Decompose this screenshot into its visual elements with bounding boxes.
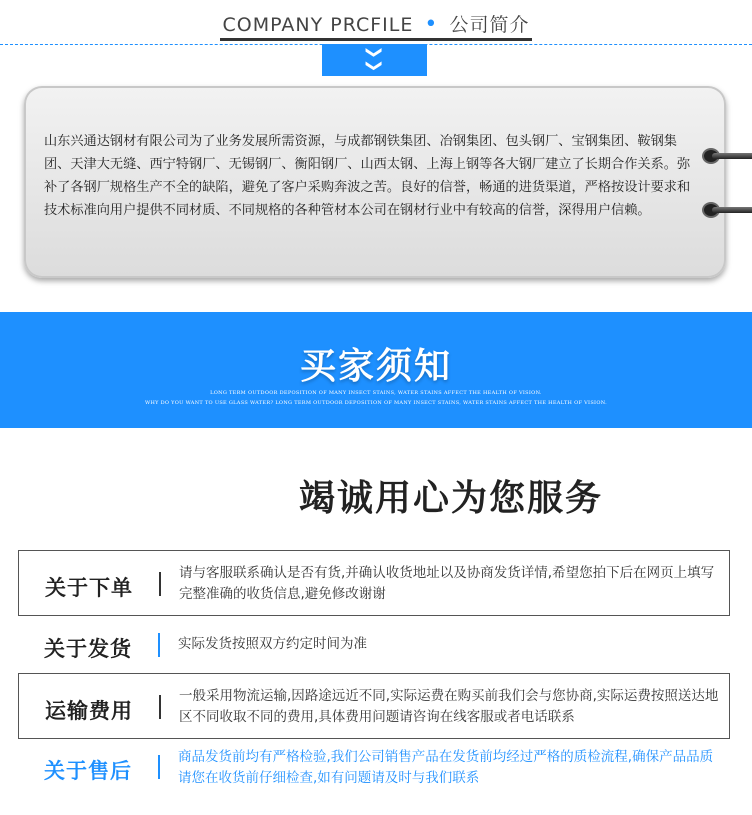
buyer-notice-banner [0, 312, 752, 428]
notice-text: 一般采用物流运输,因路途远近不同,实际运费在购买前我们会与您协商,实际运费按照送达地区不同收取不同的费用,具体费用问题请咨询在线客服或者电话联系 [179, 688, 719, 725]
banner-title: 买家须知 [299, 346, 452, 387]
notice-row-shipping [18, 625, 730, 665]
notice-row-order [18, 550, 730, 616]
notice-separator [158, 633, 160, 657]
section-title [0, 10, 752, 37]
title-underline [220, 38, 532, 41]
company-profile-text: 山东兴通达钢材有限公司为了业务发展所需资源，与成都钢铁集团、冶钢集团、包头钢厂、宝钢集团、鞍钢集团、天津大无缝、西宁特钢厂、无锡钢厂、衡阳钢厂、山西太钢、上海上钢等各大钢厂建立了长期合作关系。弥补了各钢厂规格生产不全的缺陷，避免了客户采购奔波之苦。良好的信誉，畅通的进货渠道，严格按设计要求和技术标准向用户提供不同材质、不同规格的各种管材本公司在钢材行业中有较高的信誉，深得用户信赖。 [44, 134, 691, 218]
notice-row-aftersales [18, 745, 730, 793]
chevron-down-icon: ❯❯ [322, 44, 427, 76]
notice-label: 关于售后 [44, 759, 132, 783]
notice-separator [159, 695, 161, 719]
service-heading: 竭诚用心为您服务 [298, 478, 603, 519]
banner-subtitle-1: LONG TERM OUTDOOR DEPOSITION OF MANY INSECT STAINS, WATER STAINS AFFECT THE HEALTH OF VISION. [210, 390, 542, 396]
notice-text: 商品发货前均有严格检验,我们公司销售产品在发货前均经过严格的质检流程,确保产品品质请您在收货前仔细检查,如有问题请及时与我们联系 [178, 749, 714, 786]
notice-separator [159, 572, 161, 596]
title-dot: • [424, 12, 439, 37]
binder-clip-icon [702, 202, 752, 218]
title-english: COMPANY PRCFILE [222, 14, 414, 36]
notice-label: 关于发货 [44, 637, 132, 661]
notice-text: 请与客服联系确认是否有货,并确认收货地址以及协商发货详情,希望您拍下后在网页上填写完整准确的收货信息,避免修改谢谢 [179, 565, 715, 602]
notice-text: 实际发货按照双方约定时间为准 [178, 636, 367, 652]
notice-label: 关于下单 [45, 576, 133, 600]
title-chinese: 公司简介 [449, 14, 530, 36]
binder-clip-icon [702, 148, 752, 164]
notice-row-freight [18, 673, 730, 739]
banner-subtitle-2: WHY DO YOU WANT TO USE GLASS WATER? LONG TERM OUTDOOR DEPOSITION OF MANY INSECT STAINS, WATER STAINS AFFECT THE HEALTH OF VISION. [145, 400, 607, 406]
notice-label: 运输费用 [45, 699, 133, 723]
notice-separator [158, 755, 160, 779]
